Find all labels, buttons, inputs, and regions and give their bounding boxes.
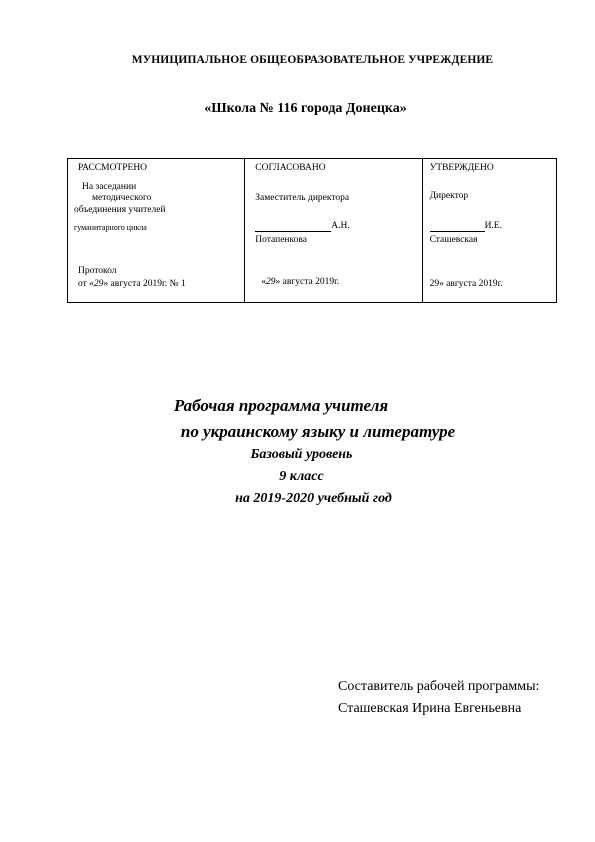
program-year: на 2019-2020 учебный год (235, 491, 392, 506)
agreed-date (261, 277, 339, 288)
considered-cell (68, 159, 244, 302)
approved-initials: И.Е. (484, 221, 502, 231)
program-line-1: Рабочая программа учителя (173, 396, 389, 415)
approval-table (67, 158, 557, 303)
program-grade: 9 класс (279, 469, 324, 484)
agreed-surname: Потапенкова (255, 235, 307, 245)
school-name: «Школа № 116 города Донецка» (204, 101, 407, 116)
date-suffix: » августа 2019г. (275, 277, 340, 287)
approved-cell (422, 159, 556, 302)
approved-date: 29» августа 2019г. (429, 279, 503, 289)
approved-signature (430, 221, 502, 232)
program-title-block (0, 395, 595, 510)
considered-line-4: гуманитарного цикла (74, 223, 147, 232)
signature-line (255, 221, 331, 232)
program-line-2: по украинскому языку и литературе (180, 422, 456, 441)
considered-line-3: объединения учителей (74, 205, 166, 215)
considered-title: РАССМОТРЕНО (78, 163, 148, 173)
protocol-label: Протокол (78, 266, 117, 276)
date-day: 29 (93, 279, 104, 289)
date-open: « (261, 277, 267, 287)
agreed-initials: А.Н. (331, 221, 350, 231)
program-level: Базовый уровень (250, 447, 353, 462)
agreed-role: Заместитель директора (255, 193, 350, 203)
considered-date (78, 279, 186, 290)
considered-line-2: методического (92, 193, 152, 203)
signature-line (430, 221, 485, 232)
author-block (338, 676, 539, 720)
date-day: 29 (266, 277, 276, 287)
organization-name: МУНИЦИПАЛЬНОЕ ОБЩЕОБРАЗОВАТЕЛЬНОЕ УЧРЕЖДЕНИЕ (131, 54, 494, 66)
considered-line-1: На заседании (82, 182, 137, 192)
agreed-cell (244, 159, 421, 302)
approved-role: Директор (429, 191, 469, 201)
date-prefix: от « (78, 279, 94, 289)
author-name: Сташевская Ирина Евгеньевна (338, 701, 522, 716)
author-label: Составитель рабочей программы: (338, 679, 540, 694)
approved-surname: Сташевская (429, 235, 478, 245)
agreed-signature (255, 221, 349, 232)
agreed-title: СОГЛАСОВАНО (255, 163, 326, 173)
approved-title: УТВЕРЖДЕНО (429, 163, 494, 173)
date-suffix: » августа 2019г. № 1 (103, 279, 186, 289)
